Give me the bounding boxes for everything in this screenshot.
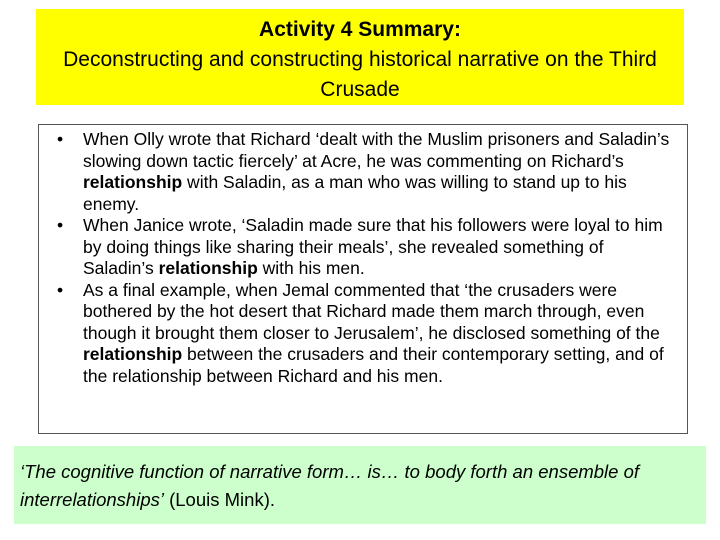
bullet-text-after: between the crusaders and their contemporary setting, and of the relationship between Richard and his men. xyxy=(83,344,664,386)
bullet-marker: • xyxy=(57,129,64,149)
page-title: Activity 4 Summary: xyxy=(259,18,461,41)
page-subtitle: Deconstructing and constructing historical narrative on the Third Crusade xyxy=(63,48,657,101)
bullet-marker: • xyxy=(57,215,64,235)
list-item xyxy=(49,215,677,280)
title-box xyxy=(36,9,684,105)
bullet-text-bold: relationship xyxy=(83,344,183,364)
quote-attribution: (Louis Mink). xyxy=(163,489,275,510)
quote-box xyxy=(14,446,706,524)
bullet-text-before: When Janice wrote, ‘Saladin made sure that his followers were loyal to him by doing things like sharing their meals’, she revealed something of Saladin’s xyxy=(83,215,663,278)
bullet-text-before: As a final example, when Jemal commented that ‘the crusaders were bothered by the hot desert that Richard made them march through, even though it brought them closer to Jerusalem’, he disclosed something of the xyxy=(83,279,660,343)
quote-text: ‘The cognitive function of narrative form… is… to body forth an ensemble of interrelationships’ xyxy=(20,461,640,510)
bullet-text-before: When Olly wrote that Richard ‘dealt with the Muslim prisoners and Saladin’s slowing down tactic fiercely’ at Acre, he was commenting on Richard’s xyxy=(83,129,670,171)
list-item xyxy=(49,280,677,388)
summary-bullets-box xyxy=(38,124,688,434)
bullet-text-bold: relationship xyxy=(158,258,258,278)
bullet-text-after: with Saladin, as a man who was willing to stand up to his enemy. xyxy=(83,172,627,214)
list-item xyxy=(49,129,677,215)
bullet-text-after: with his men. xyxy=(257,258,365,278)
bullet-marker: • xyxy=(57,279,64,300)
bullet-list xyxy=(49,129,677,387)
bullet-text-bold: relationship xyxy=(83,172,183,192)
